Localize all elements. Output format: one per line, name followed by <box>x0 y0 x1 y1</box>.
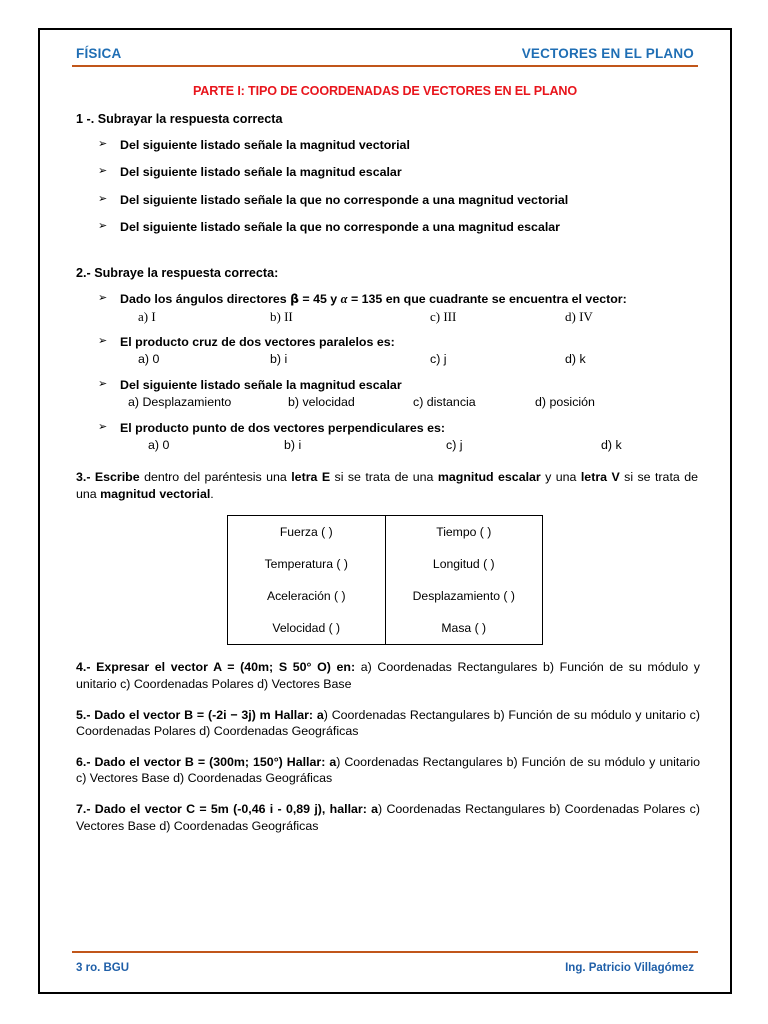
question-prompt: El producto cruz de dos vectores paralelos es: <box>120 335 395 350</box>
section3-text-2: si se trata de una <box>330 470 438 485</box>
arrowhead-bullet-icon: ➢ <box>98 377 108 390</box>
list-item <box>66 164 704 180</box>
option-c[interactable]: c) j <box>430 352 447 367</box>
list-item <box>66 219 704 235</box>
magnitud-escalar-bold: magnitud escalar <box>437 470 541 485</box>
prompt-part-2: = 45 y <box>298 291 341 306</box>
option-a[interactable]: a) I <box>138 308 156 324</box>
page-frame <box>38 28 732 994</box>
section3-text-5: . <box>210 486 214 501</box>
magnitudes-table <box>227 515 543 645</box>
list-item-label: Del siguiente listado señale la magnitud vectorial <box>120 138 410 152</box>
footer-grade: 3 ro. BGU <box>76 962 130 974</box>
footer-divider <box>72 951 698 953</box>
letra-e-bold: letra E <box>291 470 331 485</box>
header-subject: FÍSICA <box>76 46 122 61</box>
option-b[interactable]: b) II <box>270 308 293 324</box>
table-cell[interactable]: Masa ( ) <box>385 612 543 645</box>
exercise-6 <box>76 754 704 787</box>
option-b[interactable]: b) i <box>270 352 288 367</box>
option-d[interactable]: d) IV <box>565 308 593 324</box>
answer-options <box>120 437 700 453</box>
list-item <box>66 420 704 454</box>
table-row <box>228 580 543 612</box>
arrowhead-bullet-icon: ➢ <box>98 335 108 348</box>
exercise-4 <box>76 659 704 692</box>
exercise-7-statement: 7.- Dado el vector C = 5m (-0,46 i - 0,89 j), hallar: a <box>76 801 379 816</box>
list-item-label: Del siguiente listado señale la que no corresponde a una magnitud escalar <box>120 220 560 235</box>
arrowhead-bullet-icon: ➢ <box>98 420 108 433</box>
alpha-symbol: α <box>340 291 348 306</box>
section3-text-4: si se trata de una <box>76 470 698 501</box>
list-item <box>66 334 704 368</box>
document-header <box>66 46 704 61</box>
table-cell[interactable]: Velocidad ( ) <box>272 621 341 636</box>
table-cell[interactable]: Desplazamiento ( ) <box>385 580 543 612</box>
section3-number: 3.- <box>76 470 95 485</box>
option-b[interactable]: b) i <box>284 437 302 452</box>
magnitudes-table-wrapper <box>66 515 704 645</box>
list-item-label: Del siguiente listado señale la que no corresponde a una magnitud vectorial <box>120 192 569 207</box>
letra-v-bold: letra V <box>580 470 620 485</box>
arrowhead-bullet-icon: ➢ <box>98 165 108 178</box>
option-a[interactable]: a) 0 <box>148 437 170 452</box>
exercise-4-options: a) Coordenadas Rectangulares b) Función de su módulo y unitario c) Coordenadas Polares d) Vectores Base <box>76 660 700 691</box>
exercise-5 <box>76 707 704 740</box>
exercise-7-options: ) Coordenadas Rectangulares b) Coordenadas Polares c) Vectores Base d) Coordenadas Geográficas <box>76 801 700 833</box>
prompt-part-3: = 135 en que cuadrante se encuentra el vector: <box>347 291 627 306</box>
document-footer <box>66 951 704 974</box>
beta-symbol: β <box>290 290 299 306</box>
section3-text-3: y una <box>540 470 581 485</box>
list-item <box>66 377 704 411</box>
header-topic: VECTORES EN EL PLANO <box>521 46 694 61</box>
footer-author: Ing. Patricio Villagómez <box>565 962 694 974</box>
exercise-4-statement: 4.- Expresar el vector A = (40m; S 50° O) en: <box>76 660 356 675</box>
table-row <box>228 516 543 549</box>
exercise-7 <box>76 801 704 834</box>
table-row <box>228 548 543 580</box>
section1-list <box>66 137 704 236</box>
answer-options <box>120 351 700 367</box>
option-d[interactable]: d) posición <box>535 395 595 410</box>
arrowhead-bullet-icon: ➢ <box>98 291 108 304</box>
arrowhead-bullet-icon: ➢ <box>98 220 108 233</box>
prompt-part-1: Dado los ángulos directores <box>120 291 291 306</box>
section1-heading: 1 -. Subrayar la respuesta correcta <box>76 112 283 126</box>
table-cell[interactable]: Fuerza ( ) <box>279 525 333 540</box>
section3-text-1: dentro del paréntesis una <box>139 470 292 485</box>
exercise-5-options: ) Coordenadas Rectangulares b) Función de su módulo y unitario c) Coordenadas Polares d) Coordenadas Geográficas <box>76 707 701 739</box>
option-b[interactable]: b) velocidad <box>288 395 355 410</box>
table-cell[interactable]: Temperatura ( ) <box>264 557 348 572</box>
header-divider <box>72 65 698 67</box>
footer-row <box>66 962 704 974</box>
answer-options <box>120 308 700 325</box>
exercise-5-statement: 5.- Dado el vector B = (-2i − 3j) m Hallar: a <box>76 707 324 722</box>
exercise-6-statement: 6.- Dado el vector B = (300m; 150°) Hallar: a <box>76 754 337 769</box>
option-a[interactable]: a) 0 <box>138 352 160 367</box>
question-prompt <box>120 292 627 306</box>
magnitud-vectorial-bold: magnitud vectorial <box>100 486 211 501</box>
option-c[interactable]: c) III <box>430 308 457 324</box>
table-cell[interactable]: Tiempo ( ) <box>385 516 543 549</box>
arrowhead-bullet-icon: ➢ <box>98 192 108 205</box>
option-c[interactable]: c) distancia <box>413 395 476 410</box>
arrowhead-bullet-icon: ➢ <box>98 138 108 150</box>
exercise-6-options: ) Coordenadas Rectangulares b) Función de su módulo y unitario c) Vectores Base d) Coordenadas Geográficas <box>76 754 700 786</box>
table-cell[interactable]: Longitud ( ) <box>385 548 543 580</box>
list-item <box>66 192 704 208</box>
question-prompt: Del siguiente listado señale la magnitud escalar <box>120 377 402 392</box>
list-item <box>66 137 704 153</box>
escribe-bold: Escribe <box>94 470 140 485</box>
option-c[interactable]: c) j <box>446 437 463 452</box>
answer-options <box>120 394 700 410</box>
section2-list <box>66 291 704 454</box>
table-row <box>228 612 543 645</box>
option-d[interactable]: d) k <box>601 437 622 452</box>
question-prompt: El producto punto de dos vectores perpendiculares es: <box>120 420 445 435</box>
page-content <box>40 30 730 992</box>
list-item-label: Del siguiente listado señale la magnitud escalar <box>120 165 402 180</box>
table-cell[interactable]: Aceleración ( ) <box>266 589 346 604</box>
section3-instruction <box>76 469 704 502</box>
option-a[interactable]: a) Desplazamiento <box>128 395 232 410</box>
option-d[interactable]: d) k <box>565 352 586 367</box>
part-title: PARTE I: TIPO DE COORDENADAS DE VECTORES EN EL PLANO <box>192 84 578 98</box>
section2-heading: 2.- Subraye la respuesta correcta: <box>76 265 279 280</box>
list-item <box>66 291 704 326</box>
